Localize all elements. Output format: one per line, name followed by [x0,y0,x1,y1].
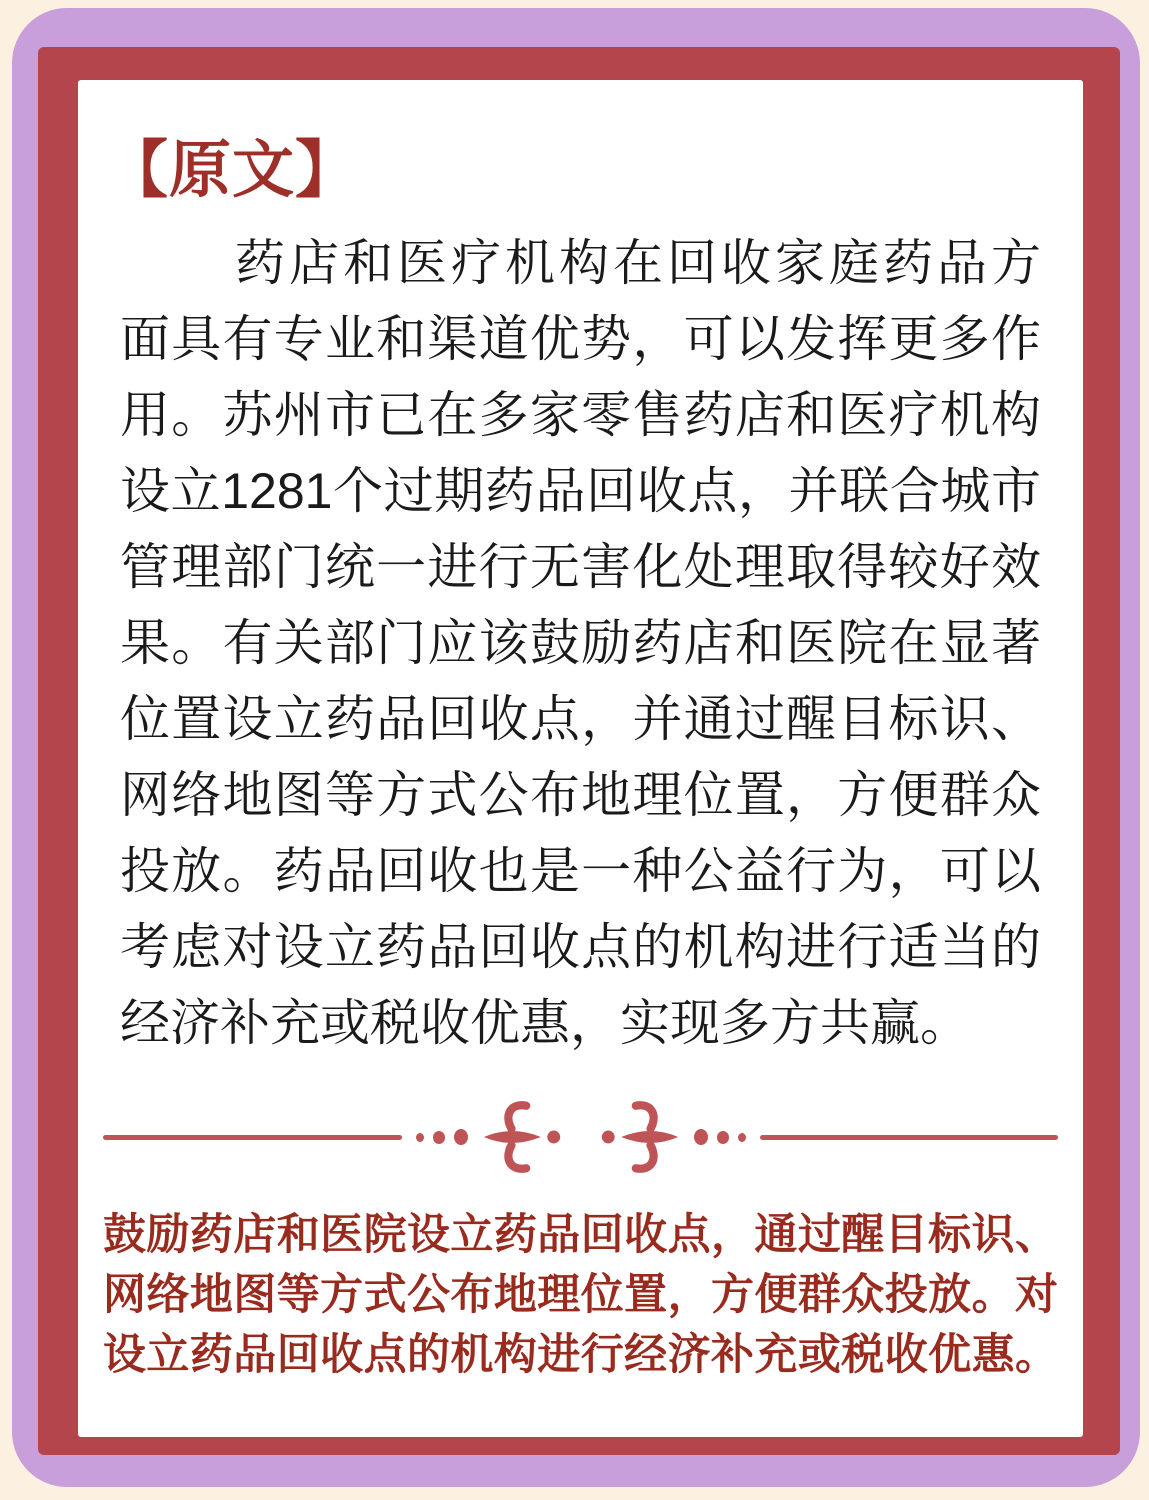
body-line: 用。苏州市已在多家零售药店和医疗机构 [120,387,1041,443]
body-line: 设立1281个过期药品回收点，并联合城市 [120,463,1041,519]
divider-rule-right [760,1135,1059,1140]
body-line: 面具有专业和渠道优势，可以发挥更多作 [120,311,1041,367]
summary-line: 设立药品回收点的机构进行经济补充或税收优惠。 [103,1331,1058,1379]
summary-line: 网络地图等方式公布地理位置，方便群众投放。对 [103,1271,1058,1319]
content-panel [78,80,1083,1437]
dot [433,1131,445,1144]
body-line: 经济补充或税收优惠，实现多方共赢。 [120,995,970,1051]
dot [738,1133,746,1142]
dot [416,1133,424,1142]
dot [717,1131,729,1144]
body-line: 位置设立药品回收点，并通过醒目标识、 [120,691,1041,747]
divider-dots-right [694,1129,746,1145]
body-line: 网络地图等方式公布地理位置，方便群众 [120,767,1041,823]
divider-dots-left [416,1129,468,1145]
body-line: 投放。药品回收也是一种公益行为，可以 [120,843,1041,899]
summary-line: 鼓励药店和医院设立药品回收点，通过醒目标识、 [103,1211,1058,1259]
body-line: 考虑对设立药品回收点的机构进行适当的 [120,919,1041,975]
red-frame [38,47,1120,1455]
dot [694,1129,708,1145]
fleur-de-lis-right-icon [482,1097,574,1177]
body-line: 药店和医疗机构在回收家庭药品方 [235,235,1041,291]
section-heading: 【原文】 [106,136,359,205]
ornamental-divider [103,1097,1058,1177]
body-paragraph [120,225,1041,1061]
body-line: 果。有关部门应该鼓励药店和医院在显著 [120,615,1041,671]
fleur-de-lis-left-icon [588,1097,680,1177]
dot [454,1129,468,1145]
poster-card [12,8,1140,1487]
divider-rule-left [103,1135,402,1140]
body-line: 管理部门统一进行无害化处理取得较好效 [120,539,1041,595]
summary-paragraph [103,1205,1058,1385]
